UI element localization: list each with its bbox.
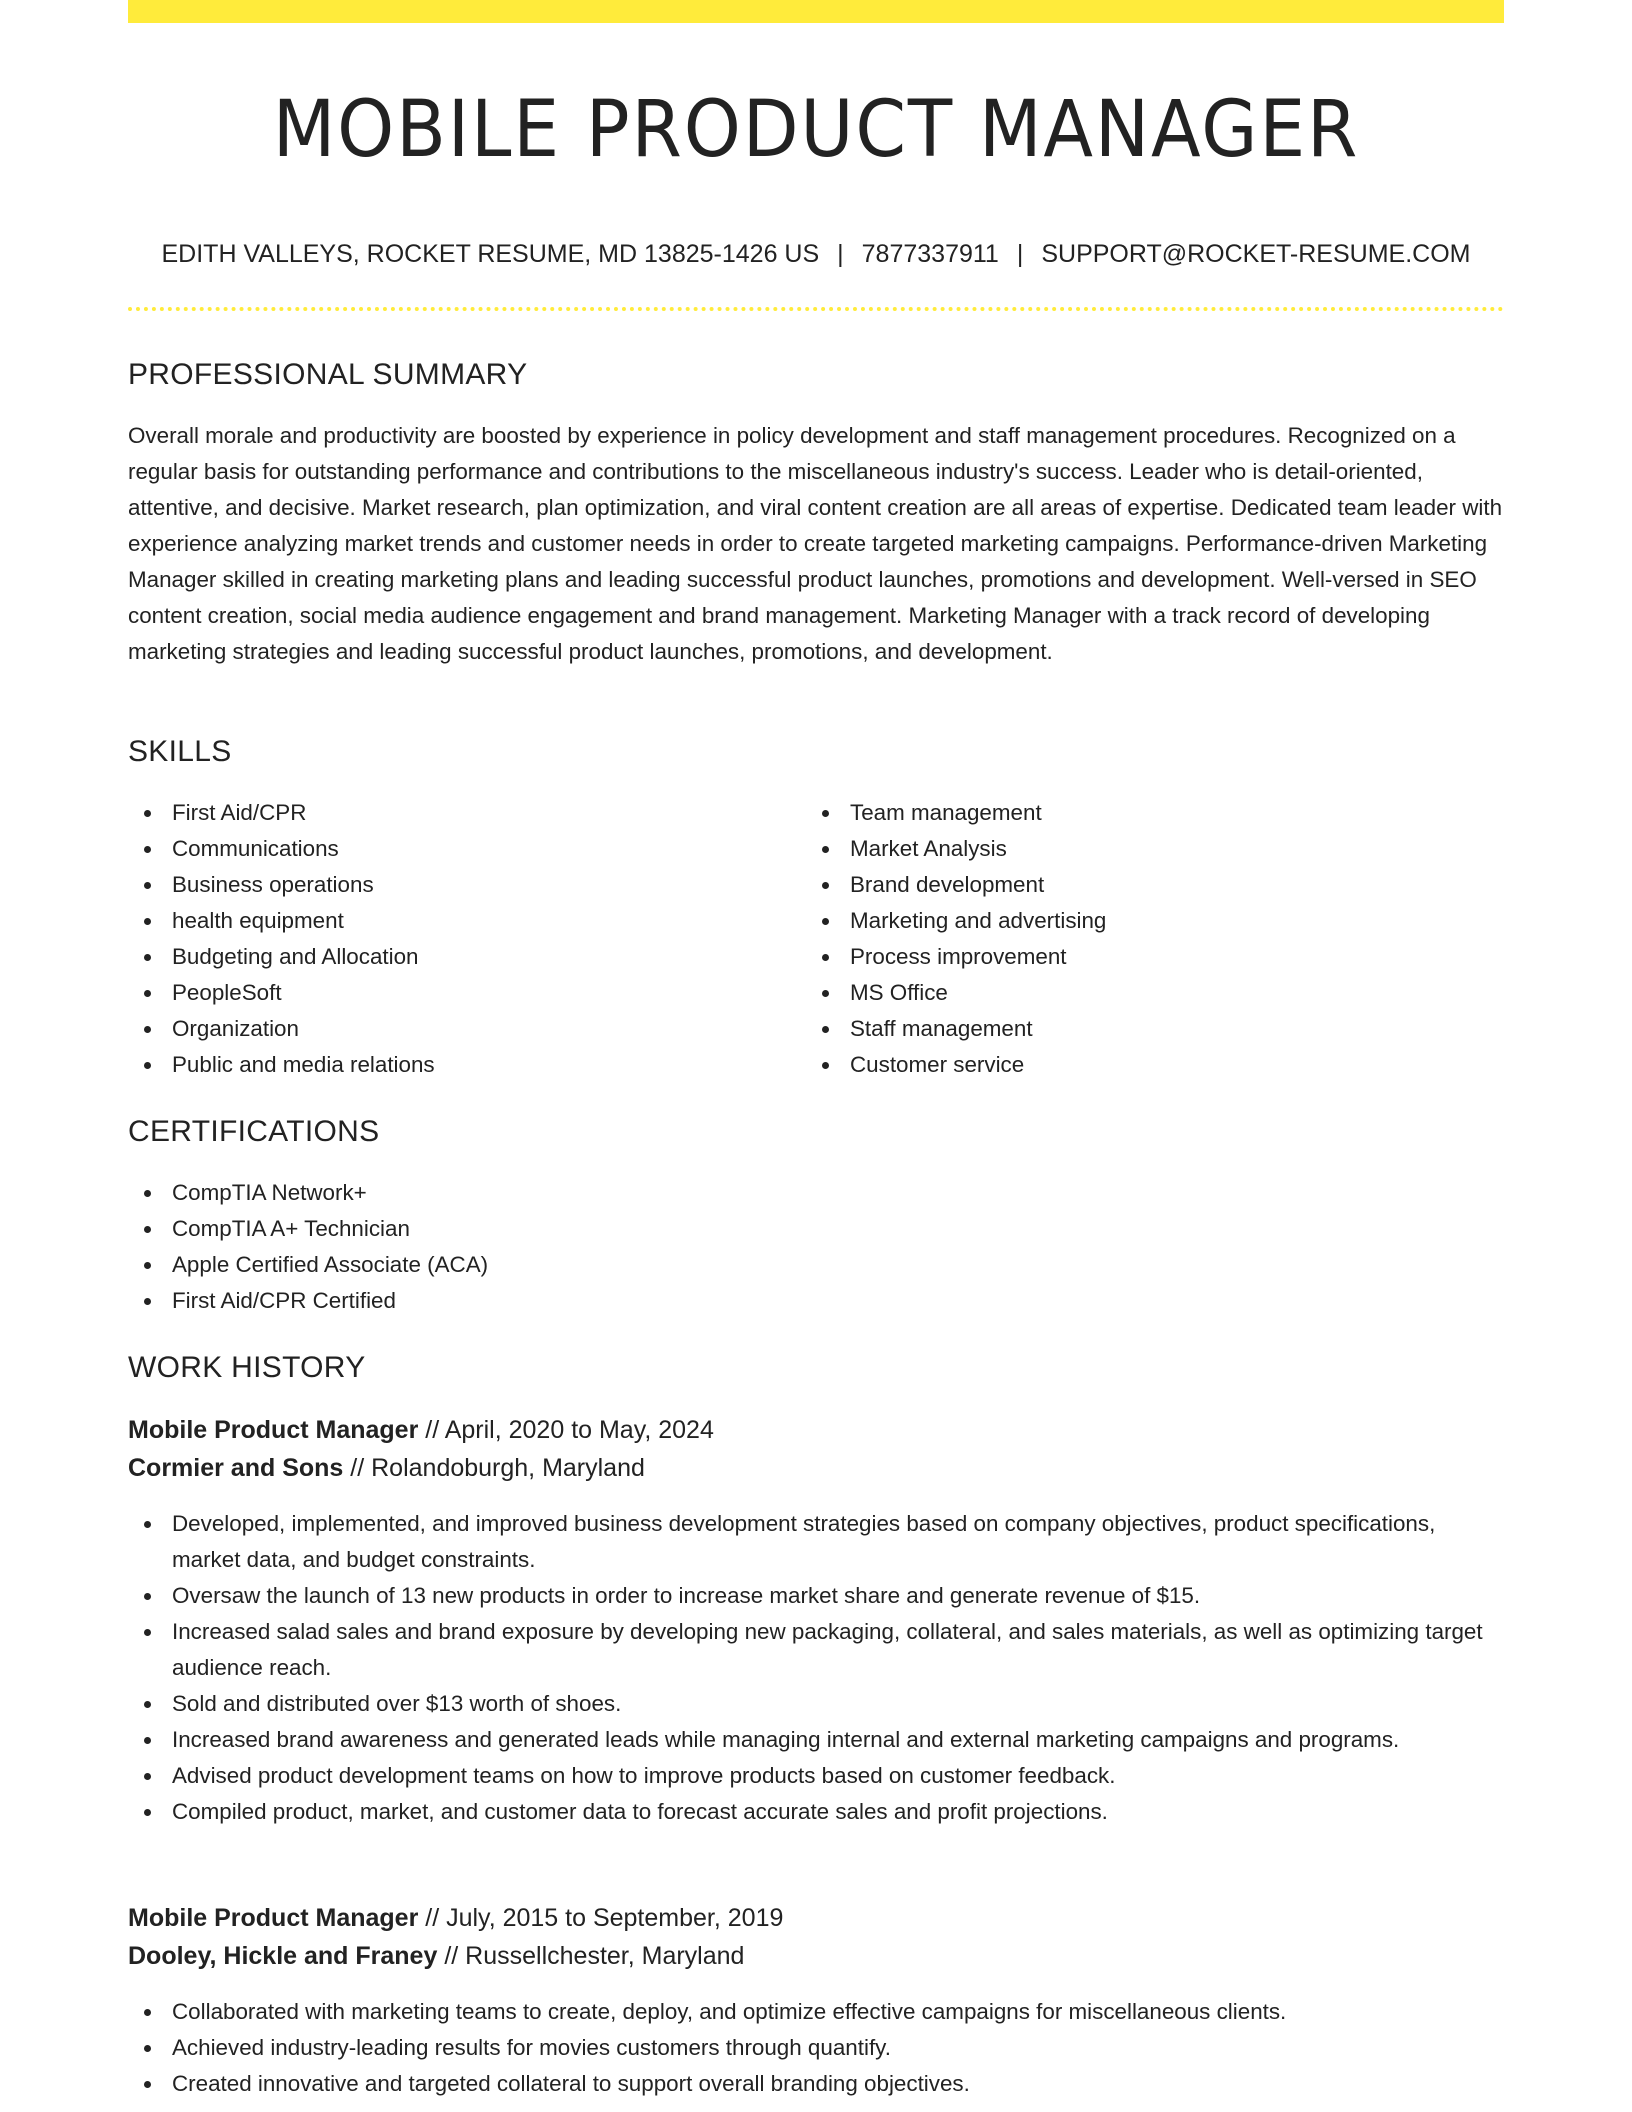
contact-line [128,238,1504,270]
resume-name: MOBILE PRODUCT MANAGER [272,85,1360,175]
resume-content [128,0,1504,2096]
skill-item: Customer service [806,1047,1466,1083]
skill-item: PeopleSoft [128,975,788,1011]
job-title-line [128,1411,714,1449]
certifications-list [128,1175,1504,1319]
job-title: Mobile Product Manager [128,1904,419,1932]
skill-item: health equipment [128,903,788,939]
certifications-block [128,1175,1504,1319]
contact-separator: | [1016,240,1024,268]
skill-item: First Aid/CPR [128,795,788,831]
skill-item: Process improvement [806,939,1466,975]
job-duty-item: Developed, implemented, and improved business development strategies based on company objectives, product specifications, market data, and budget constraints. [128,1506,1504,1578]
job-location: // Russellchester, Maryland [444,1942,745,1970]
work-history-title: WORK HISTORY [128,1351,366,1384]
job-duty-item: Increased brand awareness and generated leads while managing internal and external marketing campaigns and programs. [128,1722,1504,1758]
summary-title: PROFESSIONAL SUMMARY [128,358,528,391]
certification-item: CompTIA A+ Technician [128,1211,1504,1247]
job-duty-item: Created innovative and targeted collateral to support overall branding objectives. [128,2066,1504,2102]
job-dates: // July, 2015 to September, 2019 [425,1904,784,1932]
contact-separator: | [837,240,844,268]
job-duty-item: Achieved industry-leading results for movies customers through quantify. [128,2030,1504,2066]
job-company-line [128,1937,744,1975]
job-duty-item: Sold and distributed over $13 worth of shoes. [128,1686,1504,1722]
skill-item: Staff management [806,1011,1466,1047]
job-duty-item: Advised product development teams on how to improve products based on customer feedback. [128,1758,1504,1794]
skill-item: Business operations [128,867,788,903]
skill-item: Public and media relations [128,1047,788,1083]
job-location: // Rolandoburgh, Maryland [350,1454,645,1482]
job-duty-item: Collaborated with marketing teams to create, deploy, and optimize effective campaigns for miscellaneous clients. [128,1994,1504,2030]
job-title: Mobile Product Manager [128,1416,419,1444]
skill-item: MS Office [806,975,1466,1011]
job-duty-item: Increased salad sales and brand exposure by developing new packaging, collateral, and sales materials, as well as optimizing target audience reach. [128,1614,1504,1686]
job-duties [128,1994,1504,2102]
summary-text: Overall morale and productivity are boosted by experience in policy development and staff management procedures. Recognized on a regular basis for outstanding performance and contributions to the miscellaneous industry's success. Leader who is detail-oriented, attentive, and decisive. Market research, plan optimization, and viral content creation are all areas of expertise. Dedicated team leader with experience analyzing market trends and customer needs in order to create targeted marketing campaigns. Performance-driven Marketing Manager skilled in creating marketing plans and leading successful product launches, promotions and development. Well-versed in SEO content creation, social media audience engagement and brand management. Marketing Manager with a track record of developing marketing strategies and leading successful product launches, promotions, and development. [128,423,1503,664]
skill-item: Market Analysis [806,831,1466,867]
certification-item: First Aid/CPR Certified [128,1283,1504,1319]
contact-email[interactable]: SUPPORT@ROCKET-RESUME.COM [1041,240,1471,268]
skill-item: Team management [806,795,1466,831]
job-company: Cormier and Sons [128,1454,344,1482]
skills-left-column [128,795,788,1083]
job-company: Dooley, Hickle and Franey [128,1942,438,1970]
skill-item: Marketing and advertising [806,903,1466,939]
certification-item: Apple Certified Associate (ACA) [128,1247,1504,1283]
certifications-title: CERTIFICATIONS [128,1115,380,1148]
job-duties-list [128,1506,1504,1830]
skills-left-list [128,795,788,1083]
job-duties [128,1506,1504,1830]
header-divider [128,307,1504,311]
job-duty-item: Oversaw the launch of 13 new products in order to increase market share and generate revenue of $15. [128,1578,1504,1614]
skills-right-list [806,795,1466,1083]
certification-item: CompTIA Network+ [128,1175,1504,1211]
job-duty-item: Compiled product, market, and customer data to forecast accurate sales and profit projections. [128,1794,1504,1830]
job-company-line [128,1449,645,1487]
job-title-line [128,1899,783,1937]
skill-item: Budgeting and Allocation [128,939,788,975]
contact-phone: 7877337911 [861,240,999,268]
skill-item: Organization [128,1011,788,1047]
job-dates: // April, 2020 to May, 2024 [425,1416,714,1444]
skill-item: Communications [128,831,788,867]
job-duties-list [128,1994,1504,2102]
skills-title: SKILLS [128,735,232,768]
skills-right-column [806,795,1466,1083]
skill-item: Brand development [806,867,1466,903]
contact-address: EDITH VALLEYS, ROCKET RESUME, MD 13825-1426 US [161,240,820,268]
